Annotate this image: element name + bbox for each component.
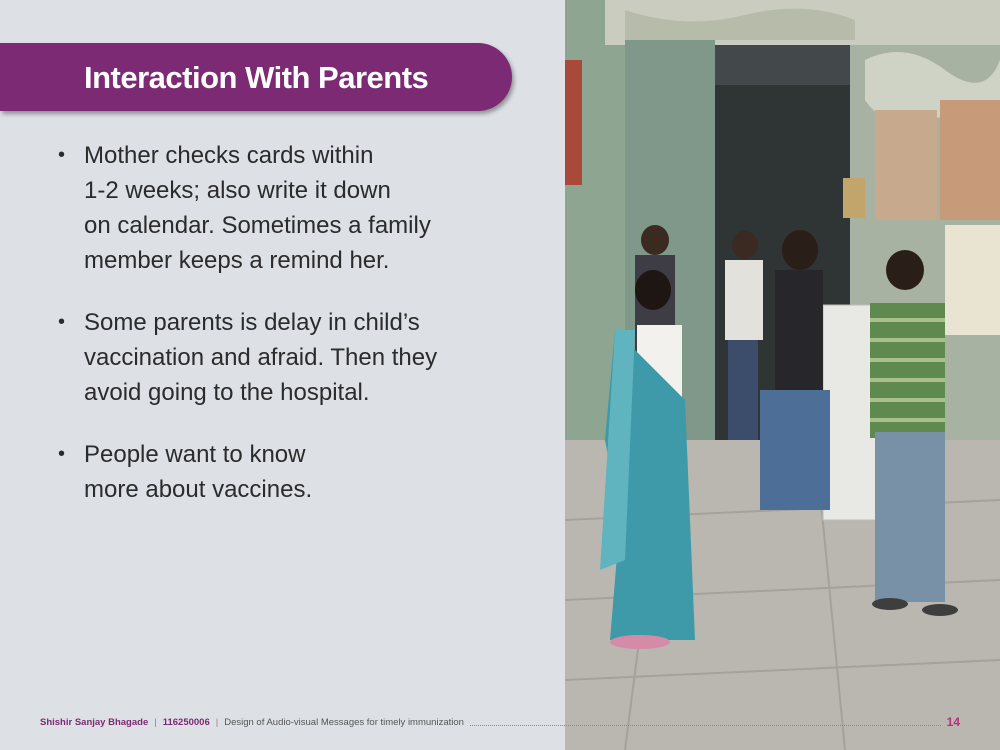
- bullet-marker: •: [58, 443, 66, 465]
- bullet-text: Mother checks cards within 1-2 weeks; also write it down on calendar. Sometimes a family member keeps a remind her.: [84, 142, 431, 274]
- page-number: 14: [946, 715, 960, 729]
- hospital-scene-image: [565, 0, 1000, 750]
- slide-title: Interaction With Parents: [84, 60, 429, 95]
- bullet-item: [58, 138, 528, 278]
- page-footer: [40, 712, 960, 732]
- bullet-marker: •: [58, 144, 66, 166]
- footer-dotted-rule: [470, 725, 941, 726]
- footer-separator: |: [215, 716, 219, 728]
- bullet-item: [58, 305, 528, 410]
- title-banner: [0, 43, 512, 111]
- bullet-item: [58, 437, 528, 507]
- footer-author: Shishir Sanjay Bhagade: [40, 716, 149, 728]
- footer-student-id: 116250006: [162, 716, 210, 728]
- bullet-text: Some parents is delay in child’s vaccination and afraid. Then they avoid going to the hospital.: [84, 309, 438, 406]
- footer-project-title: Design of Audio-visual Messages for timely immunization: [224, 716, 464, 728]
- bullet-list: [58, 138, 528, 534]
- bullet-text: People want to know more about vaccines.: [84, 441, 313, 503]
- footer-separator: |: [154, 716, 157, 728]
- bullet-marker: •: [58, 311, 66, 333]
- hospital-photo: [565, 0, 1000, 750]
